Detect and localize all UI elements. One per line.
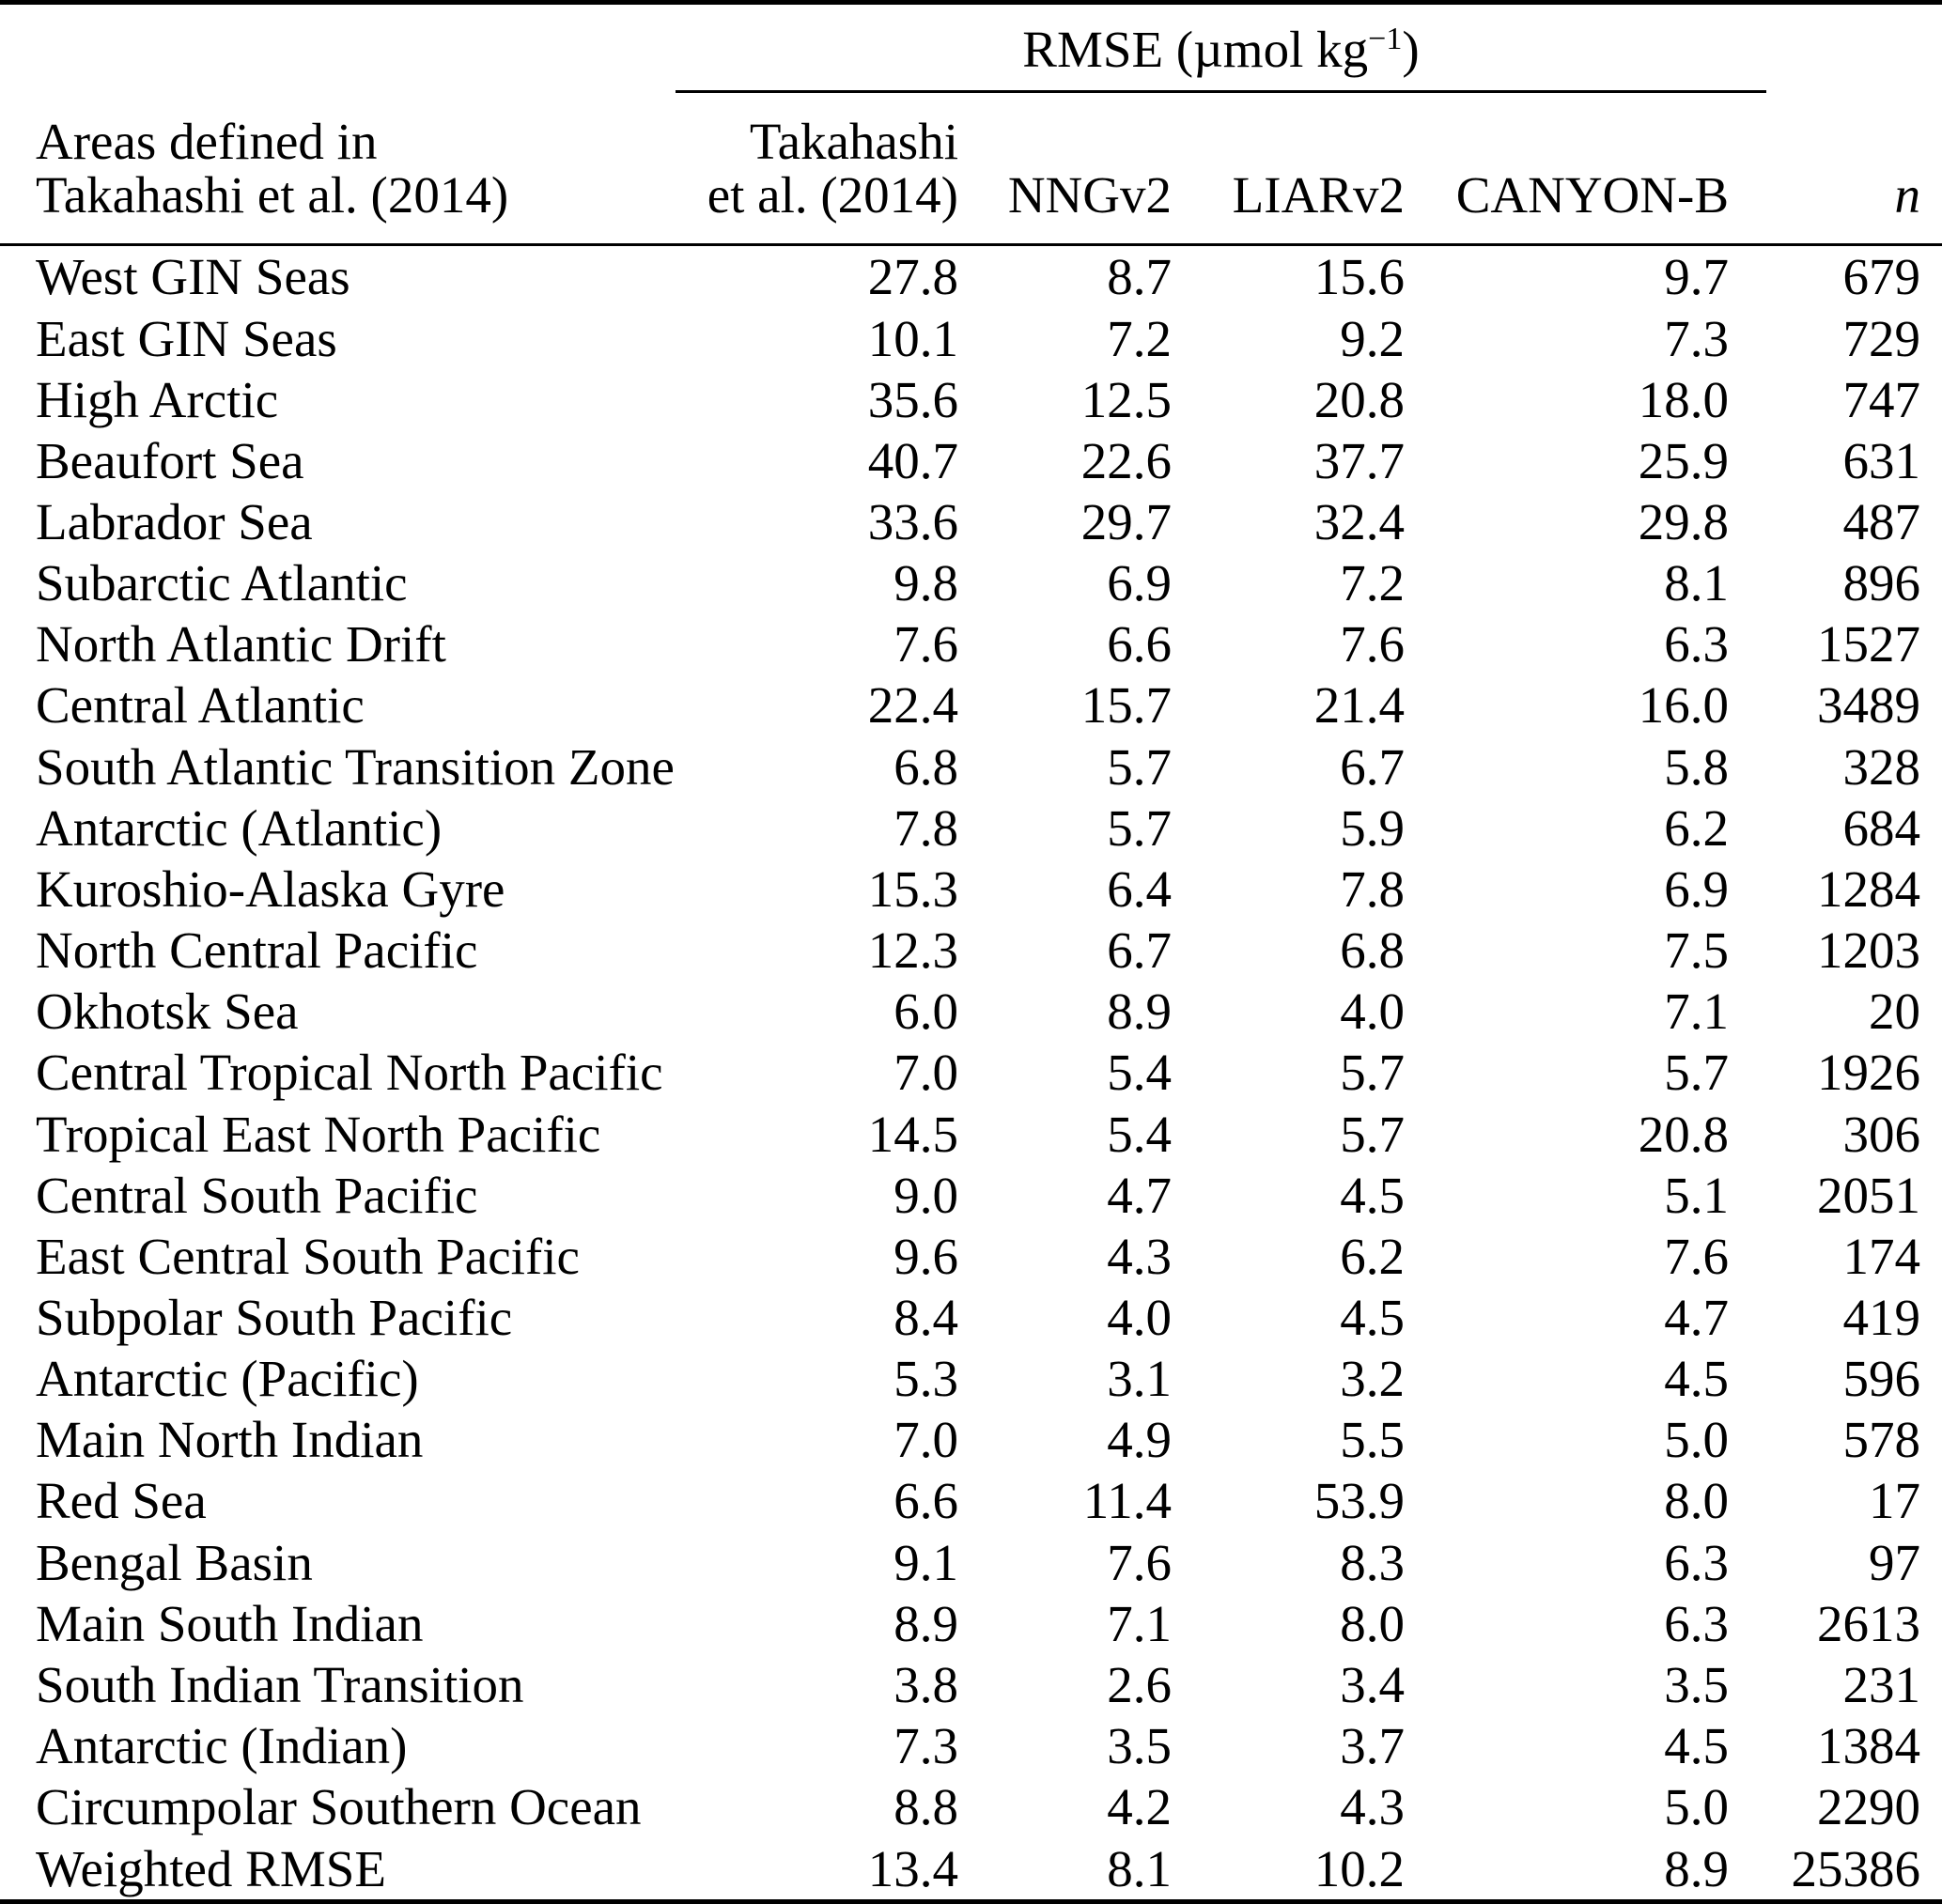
canyonb-rmse-cell: 4.5 — [1664, 1717, 1729, 1775]
takahashi-rmse-cell: 13.4 — [867, 1839, 958, 1897]
n-cell: 1203 — [1817, 921, 1920, 980]
liarv2-rmse-cell: 3.4 — [1340, 1655, 1405, 1713]
area-cell: Beaufort Sea — [36, 431, 304, 489]
liarv2-rmse-cell: 53.9 — [1313, 1472, 1405, 1530]
n-cell: 2051 — [1817, 1166, 1920, 1224]
canyonb-rmse-cell: 6.2 — [1664, 798, 1729, 857]
nngv2-rmse-cell: 6.7 — [1107, 921, 1172, 980]
canyonb-rmse-cell: 16.0 — [1638, 676, 1729, 735]
takahashi-rmse-cell: 9.0 — [893, 1166, 958, 1224]
n-cell: 747 — [1842, 370, 1920, 428]
takahashi-rmse-cell: 15.3 — [867, 859, 958, 918]
canyonb-rmse-cell: 4.7 — [1664, 1289, 1729, 1346]
table-row — [0, 797, 1942, 859]
takahashi-rmse-cell: 8.8 — [893, 1778, 958, 1836]
n-cell: 896 — [1842, 554, 1920, 612]
n-cell: 631 — [1842, 431, 1920, 489]
table-row — [0, 613, 1942, 674]
liarv2-rmse-cell: 8.3 — [1340, 1533, 1405, 1591]
nngv2-rmse-cell: 3.5 — [1107, 1717, 1172, 1775]
canyonb-rmse-cell: 6.3 — [1664, 615, 1729, 673]
takahashi-rmse-cell: 12.3 — [867, 921, 958, 980]
area-cell: Subarctic Atlantic — [36, 554, 408, 612]
liarv2-rmse-cell: 4.5 — [1340, 1289, 1405, 1346]
empty-header-cell — [1766, 3, 1942, 92]
nngv2-rmse-cell: 8.7 — [1107, 248, 1172, 306]
takahashi-rmse-cell: 8.9 — [893, 1594, 958, 1652]
table-row — [0, 1165, 1942, 1226]
area-cell: Antarctic (Indian) — [36, 1717, 408, 1775]
table-body — [0, 245, 1942, 1902]
liarv2-rmse-cell: 7.2 — [1340, 554, 1405, 612]
takahashi-rmse-cell: 35.6 — [867, 370, 958, 428]
n-cell: 2613 — [1817, 1594, 1920, 1652]
liarv2-rmse-cell: 21.4 — [1313, 676, 1405, 735]
n-cell: 306 — [1842, 1105, 1920, 1163]
table-row — [0, 1654, 1942, 1715]
liarv2-column-header: LIARv2 — [1172, 92, 1405, 245]
table-row — [0, 1837, 1942, 1901]
liarv2-rmse-cell: 20.8 — [1313, 370, 1405, 428]
canyonb-rmse-cell: 8.0 — [1664, 1472, 1729, 1530]
liarv2-rmse-cell: 4.3 — [1340, 1778, 1405, 1836]
takahashi-rmse-cell: 7.3 — [893, 1717, 958, 1775]
liarv2-rmse-cell: 3.2 — [1340, 1350, 1405, 1408]
nngv2-rmse-cell: 7.6 — [1107, 1533, 1172, 1591]
rmse-units-suffix: ) — [1402, 21, 1420, 78]
nngv2-rmse-cell: 5.4 — [1107, 1105, 1172, 1163]
n-cell: 97 — [1869, 1533, 1920, 1591]
n-cell: 3489 — [1817, 676, 1920, 735]
liarv2-rmse-cell: 4.0 — [1340, 983, 1405, 1041]
rmse-group-header — [676, 3, 1766, 92]
empty-header-cell — [0, 3, 676, 92]
table-row — [0, 674, 1942, 735]
rmse-units-superscript: −1 — [1368, 22, 1403, 57]
area-cell: South Indian Transition — [36, 1655, 524, 1713]
nngv2-rmse-cell: 4.2 — [1107, 1778, 1172, 1836]
takahashi-rmse-cell: 8.4 — [893, 1289, 958, 1346]
nngv2-rmse-cell: 4.0 — [1107, 1289, 1172, 1346]
liarv2-rmse-cell: 15.6 — [1313, 248, 1405, 306]
canyonb-rmse-cell: 29.8 — [1638, 492, 1729, 550]
table-row — [0, 1042, 1942, 1103]
canyonb-rmse-cell: 6.9 — [1664, 859, 1729, 918]
table-row — [0, 307, 1942, 368]
table-row — [0, 736, 1942, 797]
area-cell: Kuroshio-Alaska Gyre — [36, 859, 505, 918]
canyonb-rmse-cell: 5.1 — [1664, 1166, 1729, 1224]
nngv2-rmse-cell: 11.4 — [1082, 1472, 1172, 1530]
nngv2-rmse-cell: 4.3 — [1107, 1227, 1172, 1285]
table-row — [0, 1348, 1942, 1409]
takahashi-rmse-cell: 3.8 — [893, 1655, 958, 1713]
n-cell: 679 — [1842, 248, 1920, 306]
nngv2-rmse-cell: 6.9 — [1107, 554, 1172, 612]
nngv2-rmse-cell: 29.7 — [1080, 492, 1172, 550]
nngv2-column-header: NNGv2 — [958, 92, 1172, 245]
rmse-units-prefix: RMSE (µmol kg — [1022, 21, 1369, 78]
area-header-line2: Takahashi et al. (2014) — [36, 166, 509, 224]
nngv2-rmse-cell: 4.9 — [1107, 1411, 1172, 1469]
nngv2-rmse-cell: 12.5 — [1080, 370, 1172, 428]
n-cell: 2290 — [1817, 1778, 1920, 1836]
n-cell: 1527 — [1817, 615, 1920, 673]
area-cell: Tropical East North Pacific — [36, 1105, 601, 1163]
canyonb-rmse-cell: 8.1 — [1664, 554, 1729, 612]
area-header-line1: Areas defined in — [36, 112, 378, 170]
table-row — [0, 430, 1942, 491]
n-cell: 419 — [1842, 1289, 1920, 1346]
nngv2-rmse-cell: 6.4 — [1107, 859, 1172, 918]
table-row — [0, 1715, 1942, 1776]
area-cell: North Central Pacific — [36, 921, 478, 980]
area-cell: Red Sea — [36, 1472, 207, 1530]
table-row — [0, 369, 1942, 430]
takahashi-rmse-cell: 6.8 — [893, 737, 958, 796]
canyonb-rmse-cell: 6.3 — [1664, 1594, 1729, 1652]
takahashi-rmse-cell: 33.6 — [867, 492, 958, 550]
nngv2-rmse-cell: 22.6 — [1080, 431, 1172, 489]
takahashi-rmse-cell: 27.8 — [867, 248, 958, 306]
table-row — [0, 920, 1942, 981]
area-cell: Main South Indian — [36, 1594, 424, 1652]
n-cell: 25386 — [1791, 1839, 1920, 1897]
takahashi-header-line2: et al. (2014) — [707, 166, 958, 224]
table-row — [0, 1103, 1942, 1164]
canyonb-rmse-cell: 7.6 — [1664, 1227, 1729, 1285]
canyonb-rmse-cell: 7.5 — [1664, 921, 1729, 980]
takahashi-rmse-cell: 7.0 — [893, 1411, 958, 1469]
canyonb-rmse-cell: 7.3 — [1664, 309, 1729, 367]
area-cell: Central Atlantic — [36, 676, 365, 735]
n-cell: 684 — [1842, 798, 1920, 857]
column-header-row — [0, 92, 1942, 245]
area-column-header — [0, 92, 676, 245]
takahashi-rmse-cell: 9.6 — [893, 1227, 958, 1285]
table-row — [0, 491, 1942, 552]
table-row — [0, 859, 1942, 920]
table-row — [0, 1226, 1942, 1287]
liarv2-rmse-cell: 6.2 — [1340, 1227, 1405, 1285]
takahashi-rmse-cell: 14.5 — [867, 1105, 958, 1163]
nngv2-rmse-cell: 6.6 — [1107, 615, 1172, 673]
n-cell: 174 — [1842, 1227, 1920, 1285]
canyonb-rmse-cell: 9.7 — [1664, 248, 1729, 306]
n-cell: 17 — [1869, 1472, 1920, 1530]
area-cell: Weighted RMSE — [36, 1839, 386, 1897]
liarv2-rmse-cell: 37.7 — [1313, 431, 1405, 489]
table-row — [0, 1287, 1942, 1348]
liarv2-rmse-cell: 5.5 — [1340, 1411, 1405, 1469]
nngv2-rmse-cell: 5.7 — [1107, 737, 1172, 796]
canyonb-column-header: CANYON-B — [1405, 92, 1766, 245]
table-row — [0, 1593, 1942, 1654]
n-cell: 328 — [1842, 737, 1920, 796]
nngv2-rmse-cell: 15.7 — [1080, 676, 1172, 735]
takahashi-rmse-cell: 9.8 — [893, 554, 958, 612]
liarv2-rmse-cell: 6.7 — [1340, 737, 1405, 796]
takahashi-rmse-cell: 9.1 — [893, 1533, 958, 1591]
nngv2-rmse-cell: 8.9 — [1107, 983, 1172, 1041]
n-cell: 1284 — [1817, 859, 1920, 918]
canyonb-rmse-cell: 4.5 — [1664, 1350, 1729, 1408]
takahashi-header-line1: Takahashi — [749, 112, 958, 170]
n-cell: 1384 — [1817, 1717, 1920, 1775]
area-cell: Subpolar South Pacific — [36, 1289, 513, 1346]
area-cell: Antarctic (Pacific) — [36, 1350, 419, 1408]
canyonb-rmse-cell: 7.1 — [1664, 983, 1729, 1041]
area-cell: South Atlantic Transition Zone — [36, 737, 675, 796]
liarv2-rmse-cell: 4.5 — [1340, 1166, 1405, 1224]
area-cell: West GIN Seas — [36, 248, 350, 306]
liarv2-rmse-cell: 5.7 — [1340, 1044, 1405, 1102]
liarv2-rmse-cell: 6.8 — [1340, 921, 1405, 980]
area-cell: Okhotsk Sea — [36, 983, 299, 1041]
canyonb-rmse-cell: 18.0 — [1638, 370, 1729, 428]
canyonb-rmse-cell: 6.3 — [1664, 1533, 1729, 1591]
table-row — [0, 552, 1942, 613]
table-row — [0, 1470, 1942, 1531]
canyonb-rmse-cell: 5.0 — [1664, 1778, 1729, 1836]
n-cell: 231 — [1842, 1655, 1920, 1713]
takahashi-rmse-cell: 40.7 — [867, 431, 958, 489]
rmse-group-row — [0, 3, 1942, 92]
area-cell: Central South Pacific — [36, 1166, 478, 1224]
area-cell: East Central South Pacific — [36, 1227, 580, 1285]
area-cell: Main North Indian — [36, 1411, 424, 1469]
table-row — [0, 981, 1942, 1042]
liarv2-rmse-cell: 3.7 — [1340, 1717, 1405, 1775]
n-cell: 578 — [1842, 1411, 1920, 1469]
liarv2-rmse-cell: 10.2 — [1313, 1839, 1405, 1897]
takahashi-rmse-cell: 7.6 — [893, 615, 958, 673]
takahashi-rmse-cell: 5.3 — [893, 1350, 958, 1408]
area-cell: Circumpolar Southern Ocean — [36, 1778, 642, 1836]
nngv2-rmse-cell: 7.2 — [1107, 309, 1172, 367]
nngv2-rmse-cell: 7.1 — [1107, 1594, 1172, 1652]
takahashi-rmse-cell: 7.8 — [893, 798, 958, 857]
area-cell: Central Tropical North Pacific — [36, 1044, 663, 1102]
table-row — [0, 1532, 1942, 1593]
canyonb-rmse-cell: 5.7 — [1664, 1044, 1729, 1102]
canyonb-rmse-cell: 8.9 — [1664, 1839, 1729, 1897]
table-header — [0, 3, 1942, 245]
nngv2-rmse-cell: 2.6 — [1107, 1655, 1172, 1713]
n-cell: 729 — [1842, 309, 1920, 367]
nngv2-rmse-cell: 4.7 — [1107, 1166, 1172, 1224]
liarv2-rmse-cell: 5.7 — [1340, 1105, 1405, 1163]
takahashi-column-header — [676, 92, 958, 245]
n-column-header: n — [1766, 92, 1942, 245]
table-row — [0, 245, 1942, 308]
table-row — [0, 1776, 1942, 1837]
n-cell: 596 — [1842, 1350, 1920, 1408]
n-cell: 20 — [1869, 983, 1920, 1041]
liarv2-rmse-cell: 5.9 — [1340, 798, 1405, 857]
area-cell: East GIN Seas — [36, 309, 337, 367]
takahashi-rmse-cell: 6.0 — [893, 983, 958, 1041]
takahashi-rmse-cell: 7.0 — [893, 1044, 958, 1102]
liarv2-rmse-cell: 7.6 — [1340, 615, 1405, 673]
area-cell: Antarctic (Atlantic) — [36, 798, 443, 857]
liarv2-rmse-cell: 8.0 — [1340, 1594, 1405, 1652]
liarv2-rmse-cell: 9.2 — [1340, 309, 1405, 367]
canyonb-rmse-cell: 5.0 — [1664, 1411, 1729, 1469]
canyonb-rmse-cell: 3.5 — [1664, 1655, 1729, 1713]
nngv2-rmse-cell: 5.4 — [1107, 1044, 1172, 1102]
nngv2-rmse-cell: 8.1 — [1107, 1839, 1172, 1897]
canyonb-rmse-cell: 25.9 — [1638, 431, 1729, 489]
n-cell: 1926 — [1817, 1044, 1920, 1102]
area-cell: High Arctic — [36, 370, 279, 428]
nngv2-rmse-cell: 5.7 — [1107, 798, 1172, 857]
area-cell: North Atlantic Drift — [36, 615, 446, 673]
takahashi-rmse-cell: 10.1 — [867, 309, 958, 367]
canyonb-rmse-cell: 5.8 — [1664, 737, 1729, 796]
canyonb-rmse-cell: 20.8 — [1638, 1105, 1729, 1163]
table-row — [0, 1409, 1942, 1470]
nngv2-rmse-cell: 3.1 — [1107, 1350, 1172, 1408]
takahashi-rmse-cell: 22.4 — [867, 676, 958, 735]
liarv2-rmse-cell: 7.8 — [1340, 859, 1405, 918]
takahashi-rmse-cell: 6.6 — [893, 1472, 958, 1530]
liarv2-rmse-cell: 32.4 — [1313, 492, 1405, 550]
area-cell: Bengal Basin — [36, 1533, 313, 1591]
n-cell: 487 — [1842, 492, 1920, 550]
area-cell: Labrador Sea — [36, 492, 313, 550]
